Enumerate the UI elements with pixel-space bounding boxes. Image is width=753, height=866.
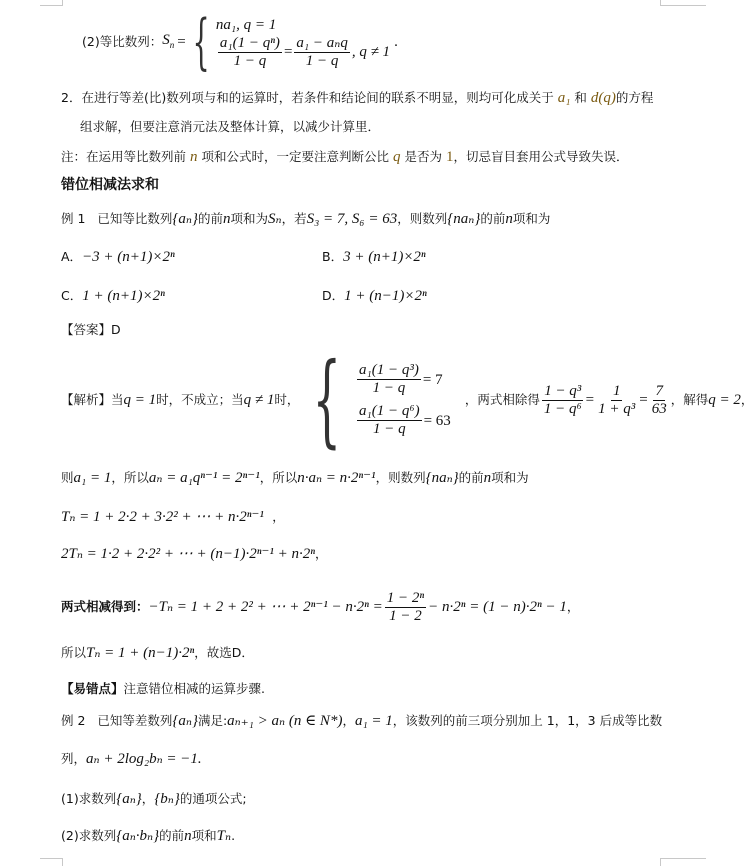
crop-mark-bottom-right [660,858,706,866]
geometric-sum-formula: (2)等比数列： $S_n$ = { na₁, q = 1 $\frac{\text{a₁(1 − qⁿ)}}{1 - q}$ = $\frac{\text{a₁ − aₙq}}{1 - q}$ , q ≠ 1 . [82,7,398,77]
note-line: 注：在运用等比数列前 n 项和公式时，一定要注意判断公比 q 是否为 1，切忌盲目套用公式导致失误． [61,149,629,165]
example-2-question-2: (2)求数列{aₙ·bₙ}的前n项和Tₙ. [61,828,236,844]
system-brace: { [312,341,342,458]
point-2-line-1: 2．在进行等差(比)数列项与和的运算时，若条件和结论间的联系不明显，则均可化成关于 a₁ 和 d(q)的方程 [61,90,654,106]
cases-block [216,15,390,70]
pitfall-line: 【易错点】注意错位相减的运算步骤. [61,681,265,696]
example-2-question-1: (1)求数列{aₙ}，{bₙ}的通项公式; [61,791,247,807]
option-c[interactable]: C．1 + (n+1)×2ⁿ [61,288,165,304]
case-1: na₁, q = 1 [215,16,277,33]
point-2-line-2: 组求解，但要注意消元法及整体计算，以减少计算里． [80,119,381,134]
formula-lhs: $S_n$ [162,31,175,50]
example-1-stem: 例 1 已知等比数列{aₙ}的前n项和为Sₙ，若S₃ = 7, S₆ = 63，则数列{naₙ}的前n项和为 [61,211,551,227]
crop-mark-top-left [40,0,63,6]
two-tn-line: 2Tₙ = 1·2 + 2·2² + ⋯ + (n−1)·2ⁿ⁻¹ + n·2ⁿ， [61,546,328,562]
crop-mark-top-right [660,0,706,6]
example-2-stem-line-1: 例 2 已知等差数列{aₙ}满足:aₙ₊₁ > aₙ (n ∈ N*)，a₁ = 1，该数列的前三项分别加上 1，1，3 后成等比数 [61,713,663,729]
formula-label: (2)等比数列： [82,34,163,49]
example-2-stem-line-2: 列，aₙ + 2log₂bₙ = −1. [61,751,202,767]
option-b[interactable]: B．3 + (n+1)×2ⁿ [322,249,426,265]
tn-line: Tₙ = 1 + 2·2 + 3·2² + ⋯ + n·2ⁿ⁻¹ ， [61,509,285,525]
left-brace: { [192,7,210,77]
subtract-line: 两式相减得到： −Tₙ = 1 + 2 + 2² + ⋯ + 2ⁿ⁻¹ − n·2ⁿ = $\frac{\text{1 − 2ⁿ}}{1 - 2}$ − n·2ⁿ = (1 − n)·2ⁿ − 1 ， [61,589,580,624]
answer-line: 【答案】D [61,322,121,337]
a1-line: 则a₁ = 1，所以aₙ = a₁qⁿ⁻¹ = 2ⁿ⁻¹，所以n·aₙ = n·2ⁿ⁻¹，则数列{naₙ}的前n项和为 [61,470,529,486]
conclusion-line: 所以Tₙ = 1 + (n−1)·2ⁿ，故选D． [61,645,254,661]
case-2: $\frac{\text{a₁(1 − qⁿ)}}{1 - q}$ = $\frac{\text{a₁ − aₙq}}{1 - q}$ , q ≠ 1 [219,34,391,69]
section-heading: 错位相减法求和 [61,177,159,193]
crop-mark-bottom-left [40,858,63,866]
option-d[interactable]: D．1 + (n−1)×2ⁿ [322,288,427,304]
equation-system: $\frac{\text{a₁(1 − q³)}}{1 - q}$ = 7 $\frac{\text{a₁(1 − q⁶)}}{1 - q}$ = 63 [359,362,451,437]
analysis-line: 【解析】 当 q = 1 时，不成立；当 q ≠ 1 时， { $\frac{\text{a₁(1 − q³)}}{1 - q}$ = 7 $\frac{\text{a₁(1 − q⁶)}}{1 - q}$ = 63 ，两式相除得 $\frac{\text{1 − q³}}{\text{1 − q⁶}}$ = $\frac{1}{\text{1 + q³}}$ = $\frac{7}{63}$ ，解得 q = 2 ， [61,341,753,458]
option-a[interactable]: A．−3 + (n+1)×2ⁿ [61,249,175,265]
